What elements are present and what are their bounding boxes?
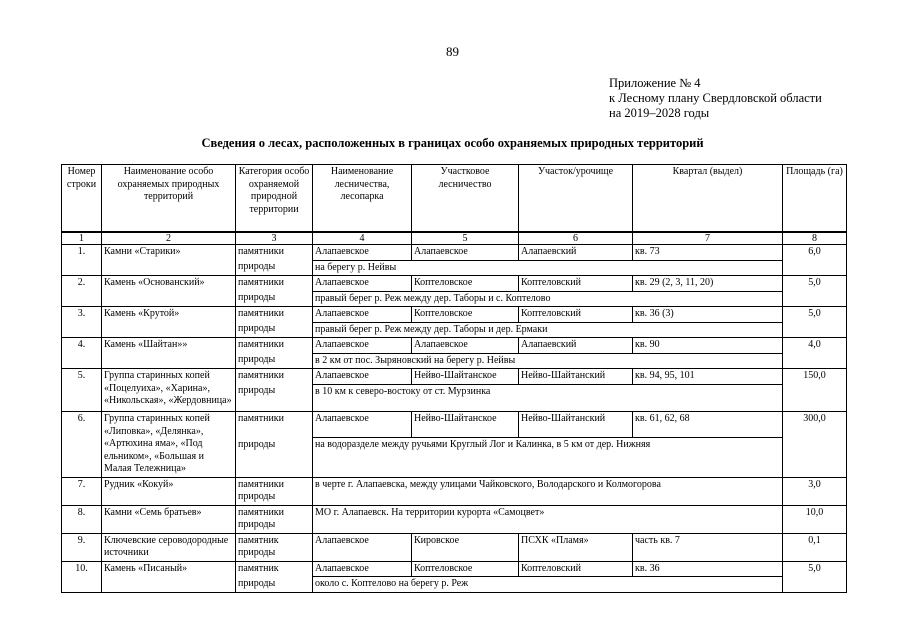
category: природы: [236, 577, 313, 593]
row-number: 6.: [62, 412, 102, 478]
column-number: 2: [102, 232, 236, 245]
area-name: Камни «Семь братьев»: [102, 505, 236, 533]
header-cell: Квартал (выдел): [633, 165, 783, 233]
table-row: [62, 561, 847, 577]
location: на берегу р. Нейвы: [313, 260, 783, 276]
area-name: Группа старинных копей «Поцелуиха», «Харина», «Никольская», «Жердовница»: [102, 369, 236, 412]
row-number: 9.: [62, 533, 102, 561]
column-number: 1: [62, 232, 102, 245]
area-name: Камень «Основанский»: [102, 276, 236, 307]
area-name: Камень «Крутой»: [102, 307, 236, 338]
quarter: кв. 36 (3): [633, 307, 783, 323]
table-row: [62, 412, 847, 438]
district-forestry: Алапаевское: [412, 245, 519, 261]
site: Коптеловский: [519, 561, 633, 577]
category-line: памятники: [238, 478, 285, 490]
area-ha: 5,0: [783, 561, 847, 592]
district-forestry: Коптеловское: [412, 276, 519, 292]
area-ha: 5,0: [783, 307, 847, 338]
table-row: [62, 276, 847, 292]
forestry: Алапаевское: [313, 307, 412, 323]
appendix-line: Приложение № 4: [609, 76, 701, 90]
district-forestry: Нейво-Шайтанское: [412, 369, 519, 385]
area-name: Камни «Старики»: [102, 245, 236, 276]
category: природы: [236, 438, 313, 478]
appendix-line: к Лесному плану Свердловской области: [609, 91, 822, 105]
forestry: Алапаевское: [313, 369, 412, 385]
category-line: памятник: [238, 534, 279, 546]
area-ha: 5,0: [783, 276, 847, 307]
quarter: кв. 90: [633, 338, 783, 354]
row-number: 2.: [62, 276, 102, 307]
location: в 10 км к северо-востоку от ст. Мурзинка: [313, 384, 783, 412]
category: природы: [236, 291, 313, 307]
table-row: [62, 477, 847, 505]
forestry: Алапаевское: [313, 561, 412, 577]
quarter: кв. 94, 95, 101: [633, 369, 783, 385]
protected-areas-table: [61, 164, 847, 593]
site: Коптеловский: [519, 307, 633, 323]
area-ha: 6,0: [783, 245, 847, 276]
header-cell: Категория особо охраняемой природной территории: [236, 165, 313, 233]
category-line: памятники: [238, 506, 285, 518]
forestry: Алапаевское: [313, 338, 412, 354]
category: [236, 533, 313, 561]
site: Алапаевский: [519, 338, 633, 354]
location: в 2 км от пос. Зыряновский на берегу р. Нейвы: [313, 353, 783, 369]
category: природы: [236, 384, 313, 412]
category-line: природы: [238, 547, 276, 558]
category: памятники: [236, 412, 313, 438]
site: Алапаевский: [519, 245, 633, 261]
site: Нейво-Шайтанский: [519, 369, 633, 385]
header-cell: Площадь (га): [783, 165, 847, 233]
header-cell: Наименование лесничества, лесопарка: [313, 165, 412, 233]
column-number: 8: [783, 232, 847, 245]
row-number: 8.: [62, 505, 102, 533]
table-row: [62, 505, 847, 533]
area-ha: 10,0: [783, 505, 847, 533]
appendix-note: [609, 76, 822, 121]
column-number: 3: [236, 232, 313, 245]
header-cell: Наименование особо охраняемых природных территорий: [102, 165, 236, 233]
quarter: кв. 73: [633, 245, 783, 261]
table-row: [62, 369, 847, 385]
table-row: [62, 245, 847, 261]
category: [236, 477, 313, 505]
area-ha: 4,0: [783, 338, 847, 369]
category: памятники: [236, 245, 313, 261]
area-ha: 3,0: [783, 477, 847, 505]
category: природы: [236, 353, 313, 369]
category-line: природы: [238, 519, 276, 530]
forestry: Алапаевское: [313, 276, 412, 292]
quarter: кв. 29 (2, 3, 11, 20): [633, 276, 783, 292]
row-number: 4.: [62, 338, 102, 369]
category: памятники: [236, 369, 313, 385]
header-cell: Номер строки: [62, 165, 102, 233]
forestry: Алапаевское: [313, 412, 412, 438]
column-number: 6: [519, 232, 633, 245]
category: памятники: [236, 307, 313, 323]
forestry: Алапаевское: [313, 245, 412, 261]
location: МО г. Алапаевск. На территории курорта «Самоцвет»: [313, 505, 783, 533]
row-number: 3.: [62, 307, 102, 338]
quarter: кв. 61, 62, 68: [633, 412, 783, 438]
district-forestry: Коптеловское: [412, 561, 519, 577]
category-line: природы: [238, 491, 276, 502]
area-name: Группа старинных копей «Липовка», «Делянка», «Артюхина яма», «Под ельником», «Большая и Малая Тележница»: [102, 412, 236, 478]
location: около с. Коптелово на берегу р. Реж: [313, 577, 783, 593]
header-row: [62, 165, 847, 233]
area-name: Ключевские сероводородные источники: [102, 533, 236, 561]
category: природы: [236, 322, 313, 338]
district-forestry: Коптеловское: [412, 307, 519, 323]
quarter: кв. 36: [633, 561, 783, 577]
column-number-row: [62, 232, 847, 245]
area-name: Камень «Шайтан»»: [102, 338, 236, 369]
column-number: 4: [313, 232, 412, 245]
location: правый берег р. Реж между дер. Таборы и дер. Ермаки: [313, 322, 783, 338]
category: природы: [236, 260, 313, 276]
location: правый берег р. Реж между дер. Таборы и с. Коптелово: [313, 291, 783, 307]
area-ha: 150,0: [783, 369, 847, 412]
document-title: Сведения о лесах, расположенных в границах особо охраняемых природных территорий: [201, 136, 704, 150]
header-cell: Участковое лесничество: [412, 165, 519, 233]
row-number: 7.: [62, 477, 102, 505]
appendix-line: на 2019–2028 годы: [609, 106, 710, 120]
area-name: Камень «Писаный»: [102, 561, 236, 592]
site: Коптеловский: [519, 276, 633, 292]
site: ПСХК «Пламя»: [519, 533, 633, 561]
area-name: Рудник «Кокуй»: [102, 477, 236, 505]
row-number: 5.: [62, 369, 102, 412]
category: памятники: [236, 338, 313, 354]
table-row: [62, 338, 847, 354]
table-row: [62, 533, 847, 561]
area-ha: 0,1: [783, 533, 847, 561]
row-number: 1.: [62, 245, 102, 276]
column-number: 5: [412, 232, 519, 245]
location: в черте г. Алапаевска, между улицами Чайковского, Володарского и Колмогорова: [313, 477, 783, 505]
page-number: 89: [446, 44, 459, 59]
category: [236, 505, 313, 533]
table-row: [62, 307, 847, 323]
category: памятники: [236, 276, 313, 292]
area-ha: 300,0: [783, 412, 847, 478]
forestry: Алапаевское: [313, 533, 412, 561]
district-forestry: Нейво-Шайтанское: [412, 412, 519, 438]
site: Нейво-Шайтанский: [519, 412, 633, 438]
district-forestry: Кировское: [412, 533, 519, 561]
row-number: 10.: [62, 561, 102, 592]
header-cell: Участок/урочище: [519, 165, 633, 233]
category: памятник: [236, 561, 313, 577]
district-forestry: Алапаевское: [412, 338, 519, 354]
location: на водоразделе между ручьями Круглый Лог и Калинка, в 5 км от дер. Нижняя: [313, 438, 783, 478]
quarter: часть кв. 7: [633, 533, 783, 561]
column-number: 7: [633, 232, 783, 245]
